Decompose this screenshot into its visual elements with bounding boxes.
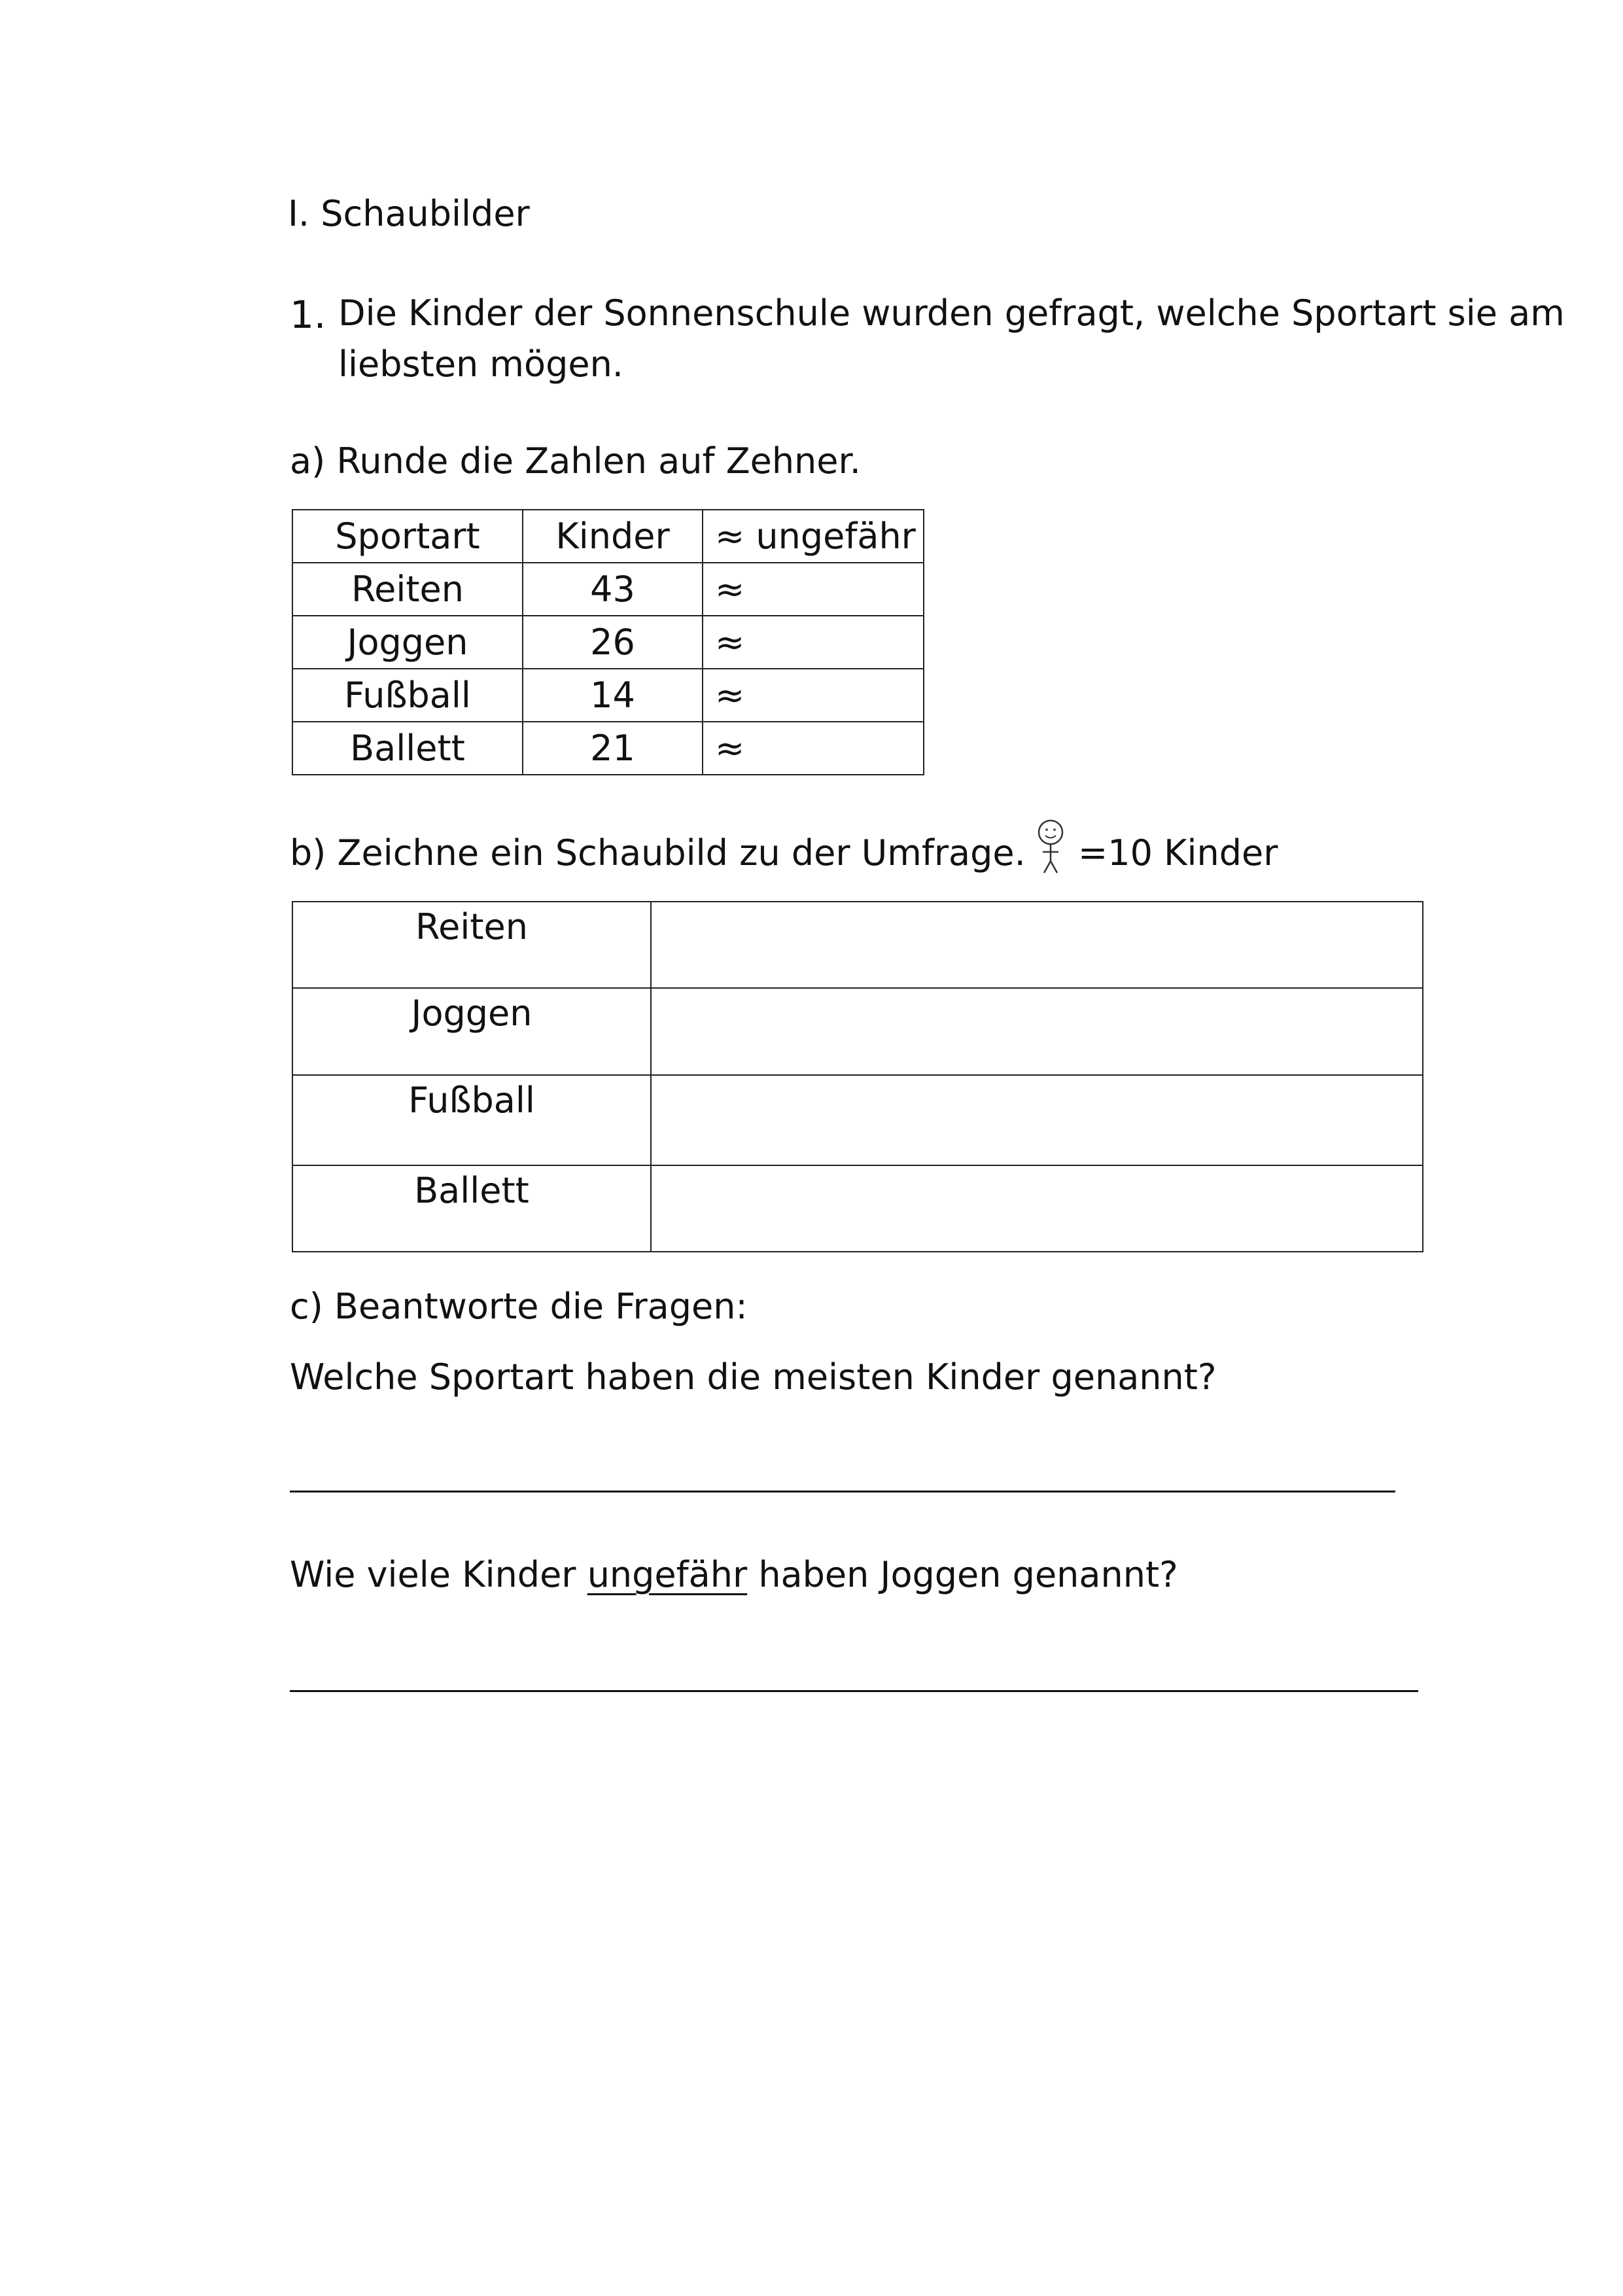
task-text-line-2: liebsten mögen. (338, 344, 623, 385)
question-2 (290, 1554, 1178, 1595)
pictogram-label: Ballett (292, 1165, 651, 1252)
part-c-instruction: c) Beantworte die Fragen: (290, 1286, 748, 1327)
table-row (292, 669, 924, 722)
task-text-line-1: Die Kinder der Sonnenschule wurden gefragt, welche Sportart sie am (338, 292, 1565, 334)
pictogram-draw-area[interactable] (651, 988, 1423, 1075)
table-row (292, 563, 924, 616)
question-2-underlined: ungefähr (587, 1554, 748, 1595)
pictogram-draw-area[interactable] (651, 1165, 1423, 1252)
table-row (292, 616, 924, 669)
pictogram-label: Joggen (292, 988, 651, 1075)
header-sport: Sportart (292, 510, 523, 563)
answer-line-1[interactable] (290, 1491, 1395, 1492)
header-approx: ≈ ungefähr (703, 510, 924, 563)
count-cell: 21 (523, 722, 703, 775)
sport-cell: Joggen (292, 616, 523, 669)
table-header-row (292, 510, 924, 563)
question-1: Welche Sportart haben die meisten Kinder genannt? (290, 1356, 1217, 1398)
count-cell: 43 (523, 563, 703, 616)
section-title: I. Schaubilder (288, 193, 530, 234)
approx-cell[interactable]: ≈ (703, 616, 924, 669)
answer-line-2[interactable] (290, 1690, 1418, 1692)
header-children: Kinder (523, 510, 703, 563)
sport-cell: Fußball (292, 669, 523, 722)
approx-cell[interactable]: ≈ (703, 669, 924, 722)
legend-text: =10 Kinder (1078, 832, 1278, 874)
table-row (292, 1075, 1423, 1165)
sport-cell: Reiten (292, 563, 523, 616)
question-2-end: haben Joggen genannt? (747, 1554, 1178, 1595)
count-cell: 14 (523, 669, 703, 722)
sport-cell: Ballett (292, 722, 523, 775)
table-row (292, 1165, 1423, 1252)
table-row (292, 902, 1423, 988)
rounding-table (292, 509, 924, 775)
part-b-instruction: b) Zeichne ein Schaubild zu der Umfrage. (290, 832, 1026, 874)
pictogram-draw-area[interactable] (651, 1075, 1423, 1165)
pictogram-table (292, 901, 1423, 1252)
count-cell: 26 (523, 616, 703, 669)
task-number: 1. (290, 292, 326, 337)
pictogram-label: Reiten (292, 902, 651, 988)
pictogram-draw-area[interactable] (651, 902, 1423, 988)
approx-cell[interactable]: ≈ (703, 563, 924, 616)
approx-cell[interactable]: ≈ (703, 722, 924, 775)
part-a-instruction: a) Runde die Zahlen auf Zehner. (290, 440, 861, 482)
stick-figure-icon (1032, 818, 1069, 877)
pictogram-label: Fußball (292, 1075, 651, 1165)
table-row (292, 722, 924, 775)
question-2-start: Wie viele Kinder (290, 1554, 587, 1595)
table-row (292, 988, 1423, 1075)
